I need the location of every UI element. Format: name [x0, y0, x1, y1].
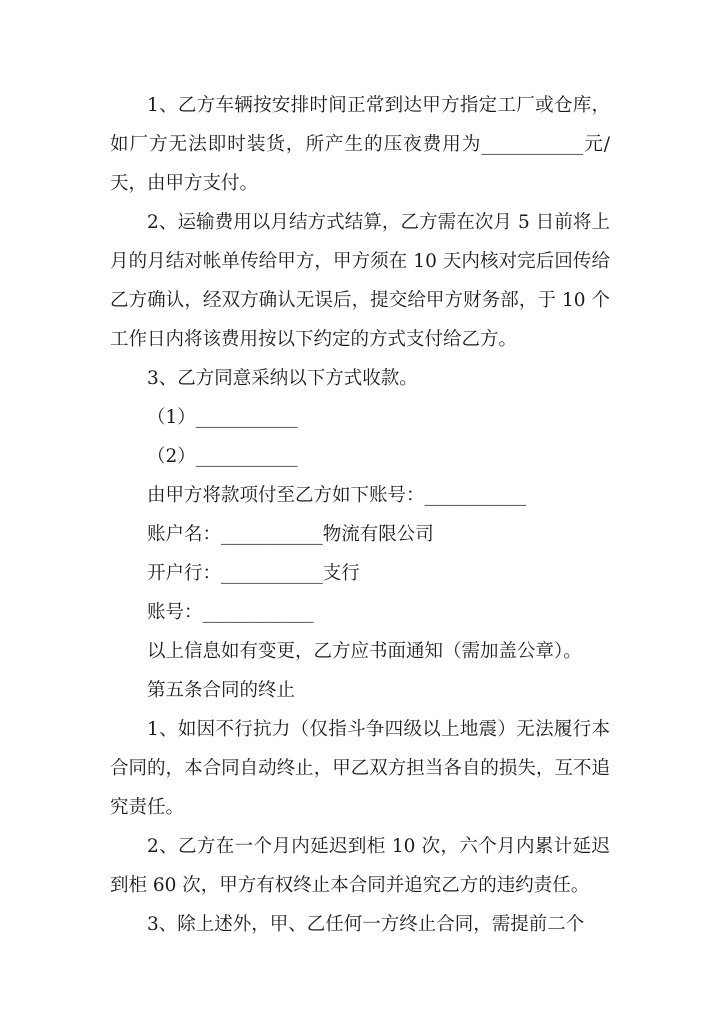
section-heading-termination: 第五条合同的终止	[147, 680, 296, 701]
paragraph-change-notice: 以上信息如有变更，乙方应书面通知（需加盖公章）。	[147, 641, 582, 662]
payment-option-1: （1）___________	[147, 407, 298, 428]
paragraph-payment-method: 3、乙方同意采纳以下方式收款。	[147, 368, 418, 389]
payment-option-2: （2）___________	[147, 446, 298, 467]
bank-branch-line: 开户行：___________支行	[147, 563, 360, 584]
paragraph-demurrage-fee: 1、乙方车辆按安排时间正常到达甲方指定工厂或仓库，如厂方无法即时装货，所产生的压夜费用为___________元/天，由甲方支付。	[110, 95, 610, 194]
paragraph-account-intro: 由甲方将款项付至乙方如下账号：___________	[147, 485, 527, 506]
paragraph-force-majeure: 1、如因不行抗力（仅指斗争四级以上地震）无法履行本合同的，本合同自动终止，甲乙双方担当各自的损失，互不追究责任。	[110, 719, 610, 818]
document-body	[110, 86, 610, 944]
paragraph-transport-settlement: 2、运输费用以月结方式结算，乙方需在次月 5 日前将上月的月结对帐单传给甲方，甲方须在 10 天内核对完后回传给乙方确认，经双方确认无误后，提交给甲方财务部，于 10 个工作日内将该费用按以下约定的方式支付给乙方。	[110, 212, 610, 350]
paragraph-early-termination: 3、除上述外，甲、乙任何一方终止合同，需提前二个	[147, 914, 585, 935]
paragraph-delay-termination: 2、乙方在一个月内延迟到柜 10 次，六个月内累计延迟到柜 60 次，甲方有权终止本合同并追究乙方的违约责任。	[110, 836, 610, 896]
account-number-line: 账号：____________	[147, 602, 314, 623]
account-name-line: 账户名：___________物流有限公司	[147, 524, 434, 545]
